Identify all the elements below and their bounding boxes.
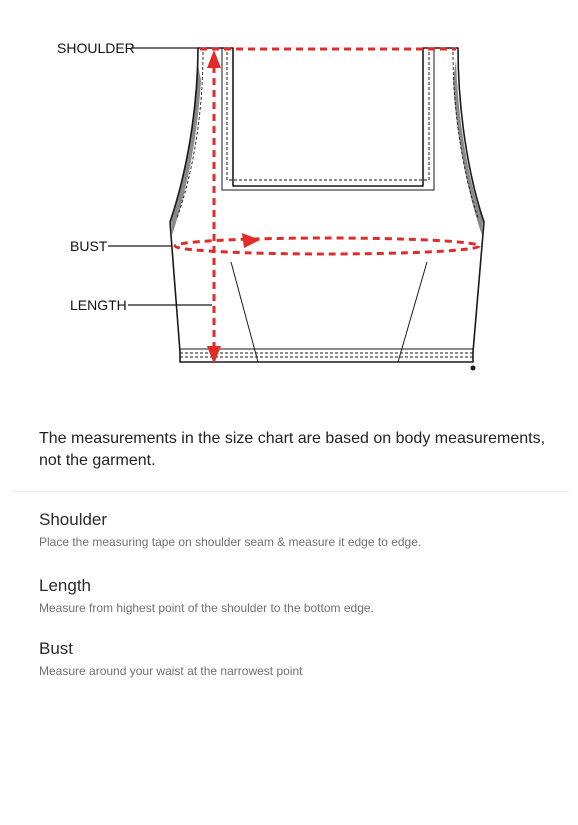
bust-label: BUST <box>70 238 108 254</box>
right-dart <box>398 262 427 362</box>
measurement-description: Place the measuring tape on shoulder seam & measure it edge to edge. <box>39 535 422 549</box>
shoulder-label: SHOULDER <box>57 40 135 56</box>
length-label: LENGTH <box>70 297 127 313</box>
bust-measure-ellipse <box>175 238 479 254</box>
measurement-title: Length <box>39 576 91 595</box>
left-dart <box>231 262 258 362</box>
garment-diagram <box>0 0 578 390</box>
right-side-shadow <box>453 60 483 235</box>
measurement-description: Measure around your waist at the narrowest point <box>39 664 303 678</box>
neckline-stitch <box>227 52 429 180</box>
measurement-shoulder <box>39 509 421 550</box>
left-strap-inner <box>222 48 434 190</box>
size-chart-note: The measurements in the size chart are based on body measurements, not the garment. <box>39 430 546 469</box>
bust-arrow-icon <box>242 233 260 248</box>
measurement-length <box>39 575 374 616</box>
measurement-title: Bust <box>39 639 74 658</box>
garment-outline <box>170 48 484 362</box>
measurement-description: Measure from highest point of the shoulder to the bottom edge. <box>39 601 374 615</box>
section-divider <box>12 491 570 492</box>
hem-button <box>471 366 476 371</box>
measurement-title: Shoulder <box>39 510 108 529</box>
measurement-bust <box>39 638 302 679</box>
length-arrow-up-icon <box>207 50 221 68</box>
